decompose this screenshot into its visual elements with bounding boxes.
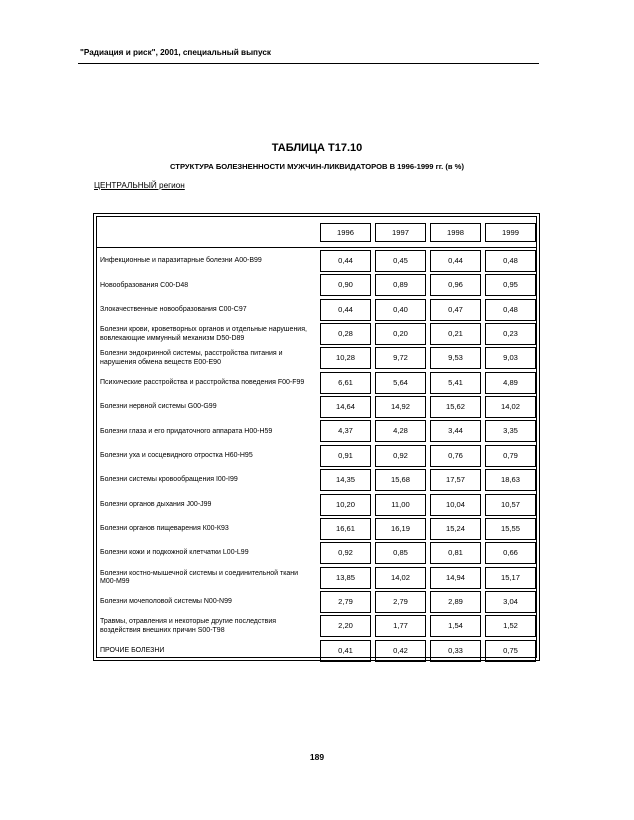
row-label: Новообразования С00-D48 xyxy=(100,281,189,289)
table-row xyxy=(97,347,536,370)
value-cell-1996: 10,28 xyxy=(320,347,371,369)
value-cell-1996: 14,64 xyxy=(320,396,371,418)
value-cell-1997: 0,45 xyxy=(375,250,426,272)
value-cell-1996: 0,44 xyxy=(320,250,371,272)
table-row xyxy=(97,372,536,395)
value-cell-1996: 2,79 xyxy=(320,591,371,613)
value-cell-1998: 9,53 xyxy=(430,347,481,369)
row-label: ПРОЧИЕ БОЛЕЗНИ xyxy=(100,646,165,654)
value-cell-1999: 0,23 xyxy=(485,323,536,345)
value-cell-1996: 4,37 xyxy=(320,420,371,442)
value-cell-1999: 15,55 xyxy=(485,518,536,540)
value-cell-1998: 0,33 xyxy=(430,640,481,662)
value-cell-1998: 0,96 xyxy=(430,274,481,296)
running-header: "Радиация и риск", 2001, специальный выпуск xyxy=(80,48,272,57)
table-row xyxy=(97,567,536,590)
value-cell-1999: 15,17 xyxy=(485,567,536,589)
table-row xyxy=(97,250,536,273)
row-label: Болезни нервной системы G00-G99 xyxy=(100,403,217,411)
table-row xyxy=(97,445,536,468)
value-cell-1997: 0,89 xyxy=(375,274,426,296)
value-cell-1999: 0,75 xyxy=(485,640,536,662)
row-label: Психические расстройства и расстройства поведения F00-F99 xyxy=(100,379,305,386)
value-cell-1999: 0,79 xyxy=(485,445,536,467)
value-cell-1998: 0,81 xyxy=(430,542,481,564)
row-label: Инфекционные и паразитарные болезни А00-В99 xyxy=(100,257,262,265)
table-row xyxy=(97,640,536,663)
year-header-1997: 1997 xyxy=(375,223,426,242)
morbidity-table xyxy=(93,213,540,661)
value-cell-1996: 2,20 xyxy=(320,615,371,637)
row-label: Болезни глаза и его придаточного аппарата Н00-Н59 xyxy=(100,427,273,435)
value-cell-1998: 3,44 xyxy=(430,420,481,442)
value-cell-1997: 4,28 xyxy=(375,420,426,442)
value-cell-1996: 16,61 xyxy=(320,518,371,540)
value-cell-1997: 11,00 xyxy=(375,494,426,516)
value-cell-1996: 6,61 xyxy=(320,372,371,394)
value-cell-1996: 0,90 xyxy=(320,274,371,296)
value-cell-1997: 14,92 xyxy=(375,396,426,418)
year-header-1996: 1996 xyxy=(320,223,371,242)
header-separator xyxy=(97,247,536,248)
value-cell-1996: 0,44 xyxy=(320,299,371,321)
value-cell-1997: 16,19 xyxy=(375,518,426,540)
row-label: Злокачественные новообразования С00-С97 xyxy=(100,305,247,313)
value-cell-1996: 10,20 xyxy=(320,494,371,516)
value-cell-1997: 9,72 xyxy=(375,347,426,369)
value-cell-1996: 0,91 xyxy=(320,445,371,467)
table-row xyxy=(97,469,536,492)
row-label: Болезни крови, кроветворных органов и отдельные нарушения, вовлекающие иммунный механизм D50-D89 xyxy=(100,326,307,342)
value-cell-1997: 2,79 xyxy=(375,591,426,613)
row-label: Болезни кожи и подкожной клетчатки L00-L99 xyxy=(100,549,249,557)
value-cell-1999: 0,48 xyxy=(485,250,536,272)
value-cell-1997: 14,02 xyxy=(375,567,426,589)
value-cell-1998: 0,21 xyxy=(430,323,481,345)
row-label: Болезни мочеполовой системы N00-N99 xyxy=(100,598,232,606)
value-cell-1997: 0,40 xyxy=(375,299,426,321)
table-row xyxy=(97,591,536,614)
value-cell-1998: 0,47 xyxy=(430,299,481,321)
value-cell-1999: 9,03 xyxy=(485,347,536,369)
value-cell-1999: 0,95 xyxy=(485,274,536,296)
table-title: ТАБЛИЦА Т17.10 xyxy=(271,142,363,154)
table-row xyxy=(97,323,536,346)
value-cell-1998: 2,89 xyxy=(430,591,481,613)
value-cell-1997: 5,64 xyxy=(375,372,426,394)
table-row xyxy=(97,518,536,541)
row-label: Болезни системы кровообращения I00-I99 xyxy=(100,476,238,484)
row-label: Болезни эндокринной системы, расстройства питания и нарушения обмена веществ Е00-Е90 xyxy=(100,350,283,366)
value-cell-1997: 0,42 xyxy=(375,640,426,662)
year-header-1999: 1999 xyxy=(485,223,536,242)
table-row xyxy=(97,615,536,638)
value-cell-1997: 0,92 xyxy=(375,445,426,467)
value-cell-1999: 0,48 xyxy=(485,299,536,321)
value-cell-1996: 0,92 xyxy=(320,542,371,564)
row-label: Болезни уха и сосцевидного отростка Н60-Н95 xyxy=(100,452,253,460)
row-label: Болезни органов дыхания J00-J99 xyxy=(100,500,212,508)
row-label: Болезни органов пищеварения К00-К93 xyxy=(100,525,229,533)
value-cell-1998: 10,04 xyxy=(430,494,481,516)
value-cell-1999: 3,04 xyxy=(485,591,536,613)
value-cell-1998: 0,76 xyxy=(430,445,481,467)
region-label: ЦЕНТРАЛЬНЫЙ регион xyxy=(94,181,185,190)
year-header-1998: 1998 xyxy=(430,223,481,242)
table-row xyxy=(97,542,536,565)
row-label: Болезни костно-мышечной системы и соединительной ткани М00-М99 xyxy=(100,569,299,586)
value-cell-1999: 1,52 xyxy=(485,615,536,637)
value-cell-1997: 15,68 xyxy=(375,469,426,491)
table-row xyxy=(97,494,536,517)
value-cell-1997: 0,85 xyxy=(375,542,426,564)
value-cell-1999: 18,63 xyxy=(485,469,536,491)
value-cell-1999: 0,66 xyxy=(485,542,536,564)
value-cell-1998: 1,54 xyxy=(430,615,481,637)
table-row xyxy=(97,299,536,322)
table-row xyxy=(97,274,536,297)
value-cell-1996: 13,85 xyxy=(320,567,371,589)
table-inner-border xyxy=(96,216,537,658)
value-cell-1997: 0,20 xyxy=(375,323,426,345)
value-cell-1996: 0,28 xyxy=(320,323,371,345)
value-cell-1999: 3,35 xyxy=(485,420,536,442)
page-number: 189 xyxy=(309,752,325,762)
value-cell-1996: 0,41 xyxy=(320,640,371,662)
header-rule xyxy=(78,63,539,64)
table-row xyxy=(97,396,536,419)
value-cell-1998: 0,44 xyxy=(430,250,481,272)
value-cell-1999: 4,89 xyxy=(485,372,536,394)
value-cell-1998: 14,94 xyxy=(430,567,481,589)
table-subtitle: СТРУКТУРА БОЛЕЗНЕННОСТИ МУЖЧИН-ЛИКВИДАТОРОВ В 1996-1999 гг. (в %) xyxy=(170,162,464,171)
row-label: Травмы, отравления и некоторые другие последствия воздействия внешних причин S00-T98 xyxy=(100,618,277,634)
value-cell-1997: 1,77 xyxy=(375,615,426,637)
value-cell-1998: 15,62 xyxy=(430,396,481,418)
value-cell-1998: 5,41 xyxy=(430,372,481,394)
value-cell-1998: 17,57 xyxy=(430,469,481,491)
value-cell-1996: 14,35 xyxy=(320,469,371,491)
value-cell-1999: 14,02 xyxy=(485,396,536,418)
value-cell-1999: 10,57 xyxy=(485,494,536,516)
value-cell-1998: 15,24 xyxy=(430,518,481,540)
table-row xyxy=(97,420,536,443)
